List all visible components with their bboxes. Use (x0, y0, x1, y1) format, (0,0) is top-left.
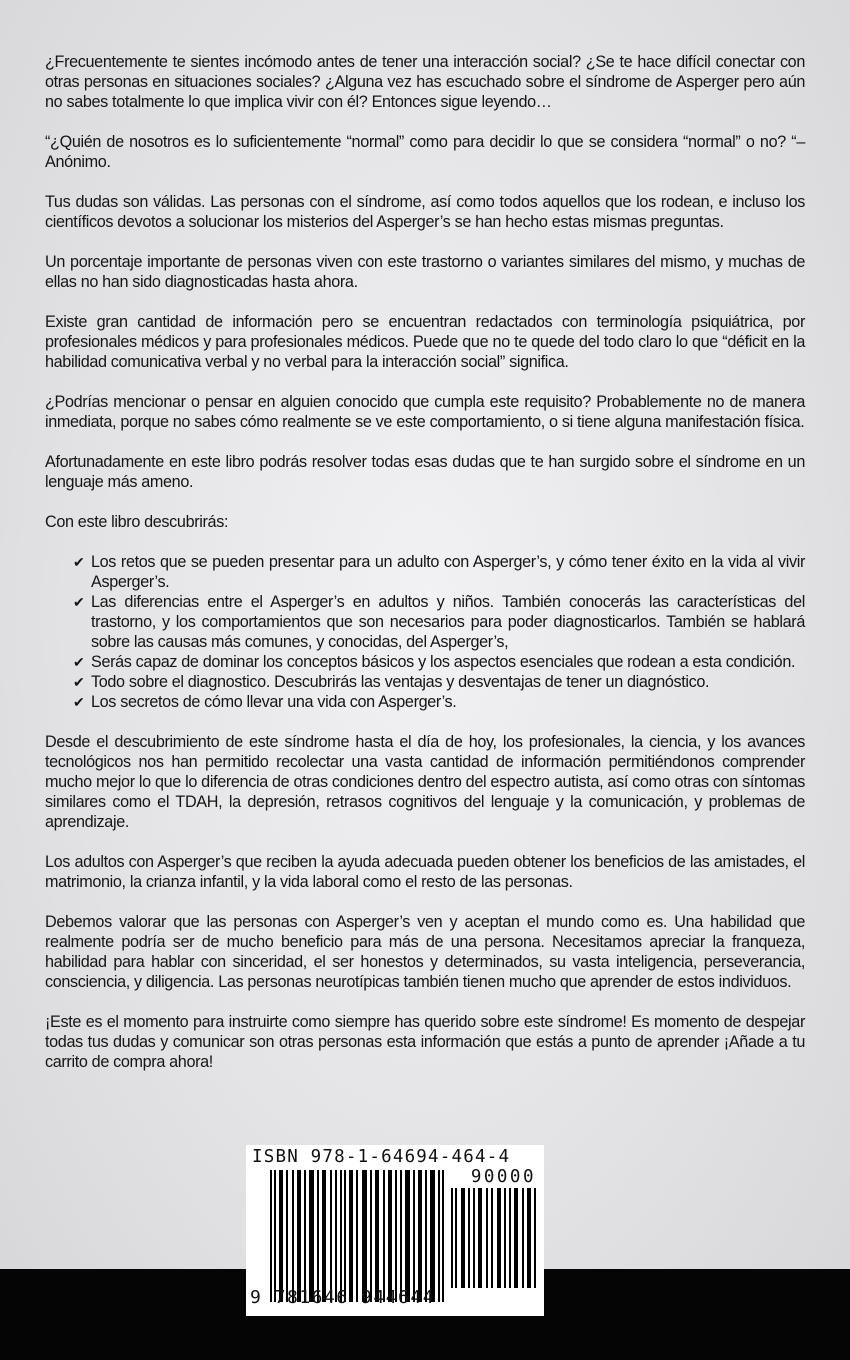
isbn-barcode (246, 1145, 544, 1316)
paragraph: Tus dudas son válidas. Las personas con el síndrome, así como todos aquellos que los rodean, e incluso los científicos devotos a solucionar los misterios del Asperger’s se han hecho estas mismas preguntas. (45, 193, 805, 231)
paragraph: Debemos valorar que las personas con Asperger’s ven y aceptan el mundo como es. Una habilidad que realmente podría ser de mucho beneficio para más de una persona. Necesitamos apreciar la franqueza, habilidad para hablar con sinceridad, el ser honestos y determinados, su vasta inteligencia, perseverancia, consciencia, y diligencia. Las personas neurotípicas también tienen mucho que aprender de estos individuos. (45, 913, 805, 991)
barcode-digits: 9 781646 944644 (250, 1287, 436, 1308)
quote-paragraph: “¿Quién de nosotros es lo suficientemente “normal” como para decidir lo que se considera “normal” o no? “– Anónimo. (45, 133, 805, 171)
isbn-label: ISBN 978-1-64694-464-4 (252, 1147, 511, 1167)
paragraph: Desde el descubrimiento de este síndrome hasta el día de hoy, los profesionales, la ciencia, y los avances tecnológicos nos han permitido recolectar una vasta cantidad de información permitiéndonos comprender mucho mejor lo que lo diferencia de otras condiciones dentro del espectro autista, así como otras con síntomas similares como el TDAH, la depresión, retrasos cognitivos del lenguaje y la comunicación, y problemas de aprendizaje. (45, 733, 805, 831)
checkmark-icon: ✔ (73, 654, 85, 670)
checklist-item: ✔ Todo sobre el diagnostico. Descubrirás las ventajas y desventajas de tener un diagnóstico. (73, 673, 710, 691)
checkmark-icon: ✔ (73, 554, 85, 570)
paragraph: Un porcentaje importante de personas viven con este trastorno o variantes similares del mismo, y muchas de ellas no han sido diagnosticadas hasta ahora. (45, 253, 805, 291)
checkmark-icon: ✔ (73, 674, 85, 690)
checklist-item: ✔ Serás capaz de dominar los conceptos básicos y los aspectos esenciales que rodean a esta condición. (73, 653, 796, 671)
checkmark-icon: ✔ (73, 694, 85, 710)
price-code: 90000 (470, 1167, 536, 1187)
intro-paragraph: ¿Frecuentemente te sientes incómodo antes de tener una interacción social? ¿Se te hace difícil conectar con otras personas en situaciones sociales? ¿Alguna vez has escuchado sobre el síndrome de Asperger pero aún no sabes totalmente lo que implica vivir con él? Entonces sigue leyendo… (45, 53, 805, 111)
paragraph: Existe gran cantidad de información pero se encuentran redactados con terminología psiquiátrica, por profesionales médicos y para profesionales médicos. Puede que no te quede del todo claro lo que “déficit en la habilidad comunicativa verbal y no verbal para la interacción social” significa. (45, 313, 805, 371)
paragraph: ¿Podrías mencionar o pensar en alguien conocido que cumpla este requisito? Probablemente no de manera inmediata, porque no sabes cómo realmente se ve este comportamiento, o si tiene alguna manifestación física. (45, 393, 805, 431)
checklist-item: ✔ Los retos que se pueden presentar para un adulto con Asperger’s, y cómo tener éxito en la vida al vivir Asperger’s. (73, 553, 805, 591)
barcode-bars (270, 1170, 445, 1302)
paragraph: Los adultos con Asperger’s que reciben la ayuda adecuada pueden obtener los beneficios de las amistades, el matrimonio, la crianza infantil, y la vida laboral como el resto de las personas. (45, 853, 805, 891)
checklist (45, 552, 805, 712)
checklist-item: ✔ Las diferencias entre el Asperger’s en adultos y niños. También conocerás las características del trastorno, y los comportamientos que son necesarios para poder diagnosticarlos. También se hablará sobre las causas más comunes, y conocidas, del Asperger’s, (73, 593, 805, 651)
checklist-item: ✔ Los secretos de cómo llevar una vida con Asperger’s. (73, 693, 457, 711)
paragraph: Afortunadamente en este libro podrás resolver todas esas dudas que te han surgido sobre el síndrome en un lenguaje más ameno. (45, 453, 805, 491)
call-to-action-paragraph: ¡Este es el momento para instruirte como siempre has querido sobre este síndrome! Es momento de despejar todas tus dudas y comunicar son otras personas esta información que estás a punto de aprender ¡Añade a tu carrito de compra ahora! (45, 1013, 805, 1071)
checkmark-icon: ✔ (73, 594, 85, 610)
addon-barcode-bars (451, 1188, 538, 1288)
back-cover-text (45, 52, 805, 1092)
checklist-heading: Con este libro descubrirás: (45, 513, 229, 531)
